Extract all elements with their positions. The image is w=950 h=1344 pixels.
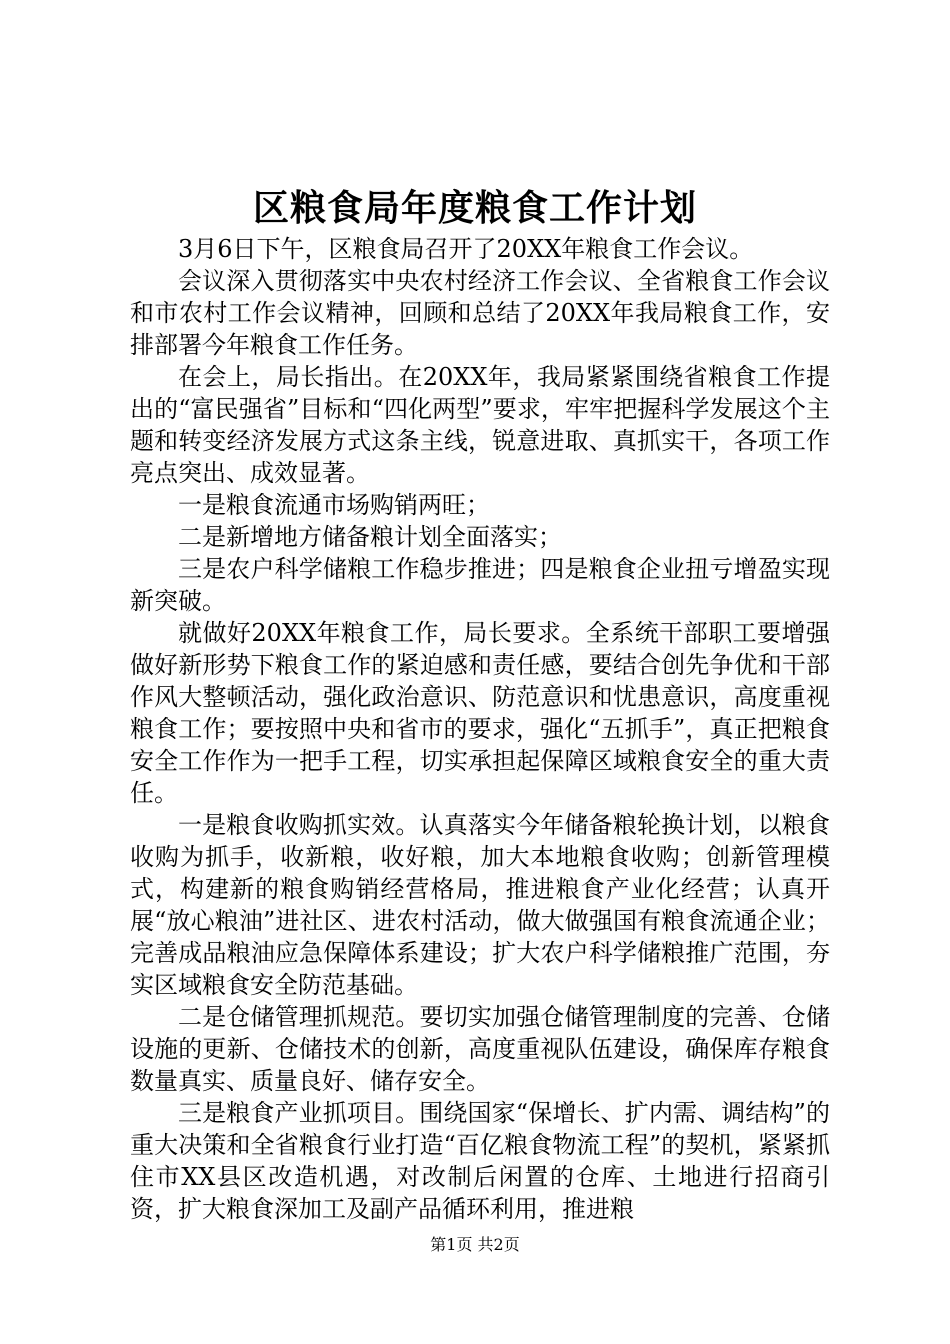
paragraph-achievement-1: 一是粮食流通市场购销两旺； [178,491,490,519]
paragraph-task-industry: 三是粮食产业抓项目。围绕国家“保增长、扩内需、调结构”的重大决策和全省粮食行业打造“百亿粮食物流工程”的契机，紧紧抓住市XX县区改造机遇，对改制后闲置的仓库、土地进行招商引资，扩大粮食深加工及副产品循环利用，推进粮 [130,1099,830,1223]
paragraph-task-purchase: 一是粮食收购抓实效。认真落实今年储备粮轮换计划，以粮食收购为抓手，收新粮，收好粮，加大本地粮食收购；创新管理模式，构建新的粮食购销经营格局，推进粮食产业化经营；认真开展“放心粮油”进社区、进农村活动，做大做强国有粮食流通企业；完善成品粮油应急保障体系建设；扩大农户科学储粮推广范围，夯实区域粮食安全防范基础。 [130,811,830,999]
paragraph-meeting-spirit: 会议深入贯彻落实中央农村经济工作会议、全省粮食工作会议和市农村工作会议精神，回顾和总结了20XX年我局粮食工作，安排部署今年粮食工作任务。 [130,267,830,359]
paragraph-task-storage: 二是仓储管理抓规范。要切实加强仓储管理制度的完善、仓储设施的更新、仓储技术的创新，高度重视队伍建设，确保库存粮食数量真实、质量良好、储存安全。 [130,1003,830,1095]
paragraph-meeting-date: 3月6日下午，区粮食局召开了20XX年粮食工作会议。 [178,235,754,263]
paragraph-director-requirements: 就做好20XX年粮食工作，局长要求。全系统干部职工要增强做好新形势下粮食工作的紧迫感和责任感，要结合创先争优和干部作风大整顿活动，强化政治意识、防范意识和忧患意识，高度重视粮食工作；要按照中央和省市的要求，强化“五抓手”，真正把粮食安全工作作为一把手工程，切实承担起保障区域粮食安全的重大责任。 [130,619,830,807]
document-title: 区粮食局年度粮食工作计划 [252,187,697,229]
page-number: 第1页 共2页 [430,1235,520,1254]
paragraph-director-review: 在会上，局长指出。在20XX年，我局紧紧围绕省粮食工作提出的“富民强省”目标和“四化两型”要求，牢牢把握科学发展这个主题和转变经济发展方式这条主线，锐意进取、真抓实干，各项工作亮点突出、成效显著。 [130,363,830,487]
paragraph-achievement-2: 二是新增地方储备粮计划全面落实； [178,523,562,551]
document-body [130,233,830,1225]
paragraph-achievement-3-4: 三是农户科学储粮工作稳步推进；四是粮食企业扭亏增盈实现新突破。 [130,555,830,615]
